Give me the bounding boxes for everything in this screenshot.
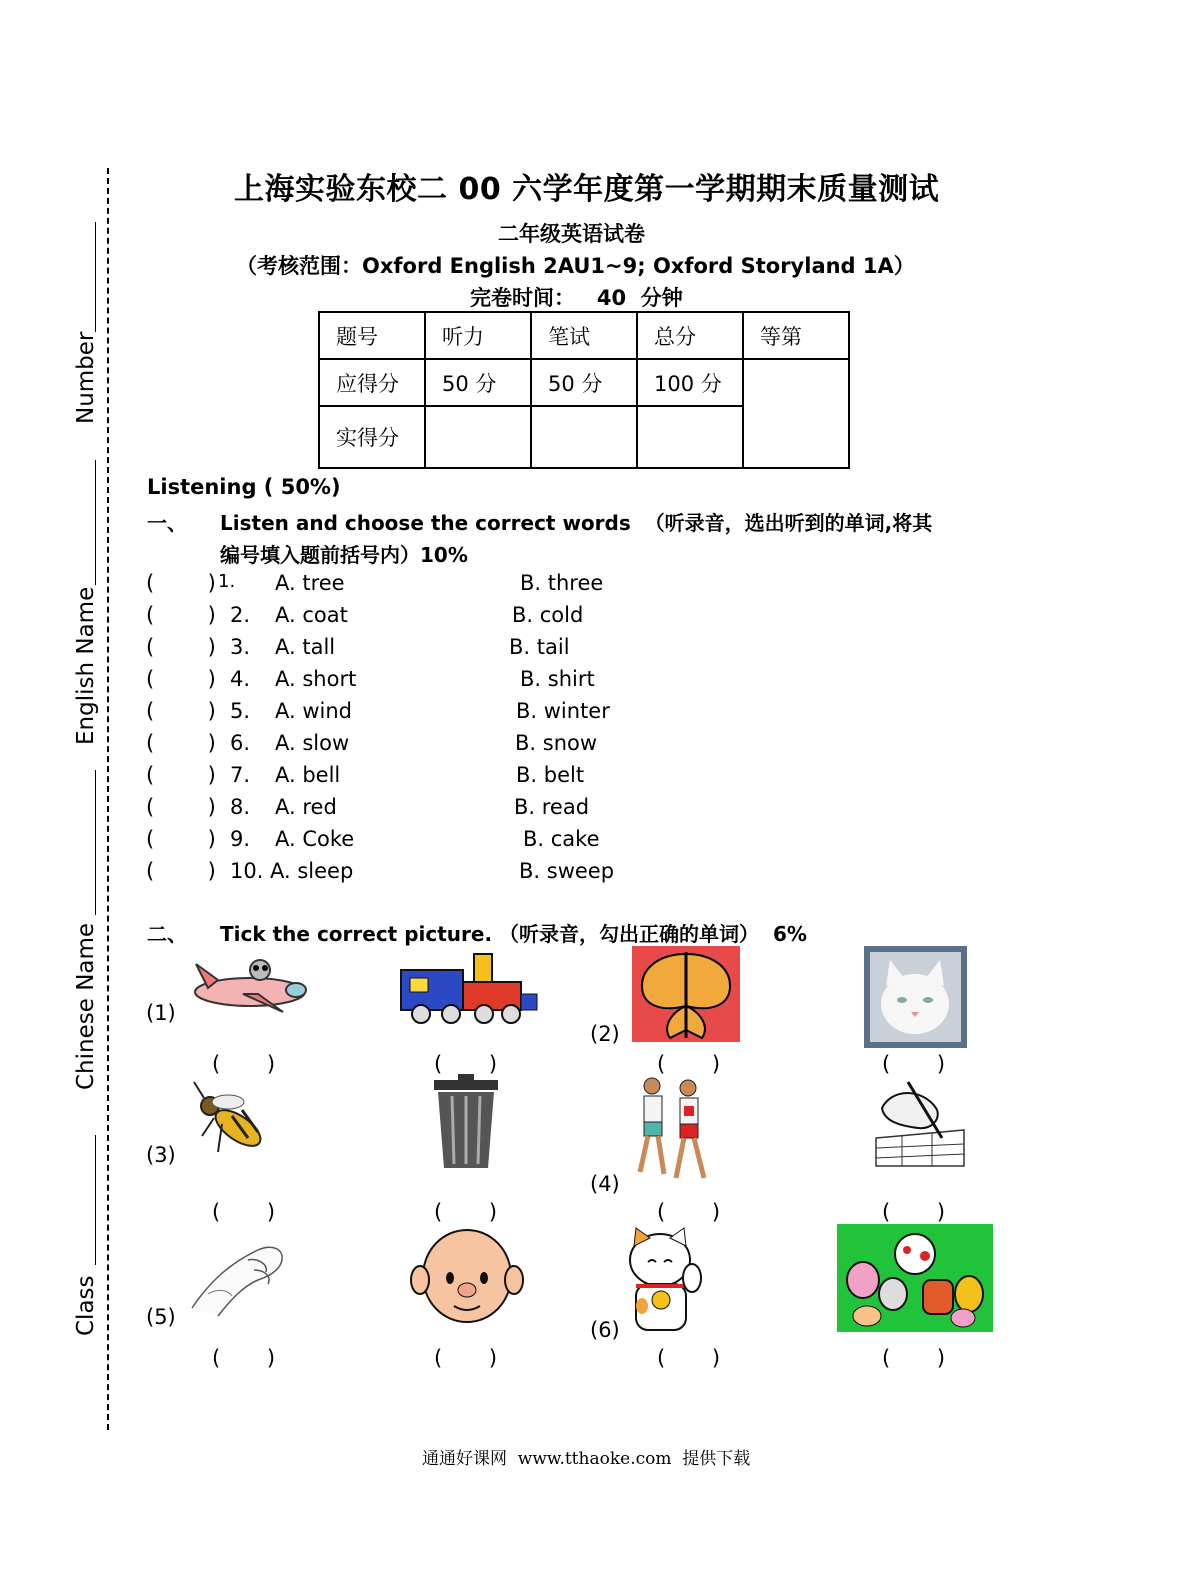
- option-b: B. read: [514, 795, 590, 819]
- number-line: [95, 222, 96, 332]
- chinese-name-label: Chinese Name: [73, 922, 99, 1090]
- answer-paren[interactable]: ( ): [146, 635, 216, 659]
- hand-writing-picture: [872, 1078, 968, 1168]
- part1-number: 一、: [147, 511, 187, 535]
- question-number: 2.: [230, 603, 251, 627]
- answer-paren[interactable]: ( ): [146, 763, 216, 787]
- option-a: A. red: [275, 795, 337, 819]
- english-name-label: English Name: [73, 586, 99, 745]
- picture-answer-paren[interactable]: ( ): [657, 1052, 721, 1076]
- plane-picture: [188, 950, 313, 1020]
- table-cell: 100 分: [637, 359, 743, 406]
- option-a: A. bell: [275, 763, 341, 787]
- class-line: [95, 1135, 96, 1265]
- chinese-name-line: [95, 770, 96, 915]
- picture-answer-paren[interactable]: ( ): [212, 1052, 276, 1076]
- answer-paren[interactable]: ( ): [146, 571, 216, 595]
- table-header: 题号: [319, 312, 425, 359]
- runners-picture: [630, 1074, 716, 1192]
- part2-number: 二、: [147, 922, 187, 946]
- picture-answer-paren[interactable]: ( ): [882, 1052, 946, 1076]
- answer-paren[interactable]: ( ): [146, 699, 216, 723]
- number-label: Number: [73, 331, 99, 424]
- grade-cell: [743, 359, 849, 468]
- table-header: 等第: [743, 312, 849, 359]
- listening-heading: Listening ( 50%): [147, 475, 341, 499]
- kite-picture: [632, 946, 740, 1042]
- question-number: 6.: [230, 731, 251, 755]
- question-number: 1.: [218, 571, 236, 592]
- row-label: 实得分: [319, 406, 425, 468]
- option-b: B. belt: [516, 763, 585, 787]
- picture-answer-paren[interactable]: ( ): [882, 1200, 946, 1224]
- question-label: (6): [590, 1318, 620, 1342]
- option-a: A. tall: [275, 635, 336, 659]
- picture-answer-paren[interactable]: ( ): [657, 1200, 721, 1224]
- option-a: A. Coke: [275, 827, 355, 851]
- table-cell: [531, 406, 637, 468]
- answer-paren[interactable]: ( ): [146, 667, 216, 691]
- option-a: A. slow: [275, 731, 350, 755]
- picture-answer-paren[interactable]: ( ): [434, 1200, 498, 1224]
- question-number: 5.: [230, 699, 251, 723]
- question-label: (5): [146, 1305, 176, 1329]
- class-label: Class: [73, 1275, 99, 1336]
- option-a: A. short: [275, 667, 357, 691]
- option-b: B. shirt: [520, 667, 595, 691]
- score-table: [318, 311, 850, 469]
- cut-line: [107, 168, 109, 1430]
- picture-answer-paren[interactable]: ( ): [434, 1346, 498, 1370]
- picture-answer-paren[interactable]: ( ): [212, 1200, 276, 1224]
- question-number: 10.: [230, 859, 264, 883]
- english-name-line: [95, 460, 96, 585]
- option-b: B. snow: [515, 731, 598, 755]
- table-header: 总分: [637, 312, 743, 359]
- option-a: A. coat: [275, 603, 348, 627]
- picture-answer-paren[interactable]: ( ): [657, 1346, 721, 1370]
- part1-instructions: Listen and choose the correct words （听录音，选出听到的单词,将其: [220, 511, 933, 535]
- option-b: B. sweep: [519, 859, 615, 883]
- option-b: B. tail: [509, 635, 570, 659]
- option-a: A. sleep: [270, 859, 354, 883]
- bin-picture: [432, 1072, 500, 1172]
- cat-picture: [864, 946, 967, 1048]
- face-picture: [410, 1222, 525, 1326]
- question-number: 8.: [230, 795, 251, 819]
- question-number: 4.: [230, 667, 251, 691]
- table-cell: 50 分: [531, 359, 637, 406]
- option-a: A. wind: [275, 699, 352, 723]
- question-number: 7.: [230, 763, 251, 787]
- row-label: 应得分: [319, 359, 425, 406]
- table-header: 听力: [425, 312, 531, 359]
- picture-answer-paren[interactable]: ( ): [434, 1052, 498, 1076]
- picture-answer-paren[interactable]: ( ): [212, 1346, 276, 1370]
- answer-paren[interactable]: ( ): [146, 827, 216, 851]
- answer-paren[interactable]: ( ): [146, 795, 216, 819]
- option-b: B. cake: [523, 827, 600, 851]
- table-cell: 50 分: [425, 359, 531, 406]
- picture-answer-paren[interactable]: ( ): [882, 1346, 946, 1370]
- question-label: (1): [146, 1001, 176, 1025]
- answer-paren[interactable]: ( ): [146, 603, 216, 627]
- exam-title: 上海实验东校二 00 六学年度第一学期期末质量测试: [234, 172, 940, 207]
- question-label: (4): [590, 1172, 620, 1196]
- table-header: 笔试: [531, 312, 637, 359]
- option-a: A. tree: [275, 571, 345, 595]
- question-number: 3.: [230, 635, 251, 659]
- exam-scope: （考核范围：Oxford English 2AU1~9; Oxford Storyland 1A）: [236, 254, 915, 278]
- question-number: 9.: [230, 827, 251, 851]
- question-label: (3): [146, 1143, 176, 1167]
- dogs-picture: [837, 1224, 993, 1332]
- question-label: (2): [590, 1022, 620, 1046]
- table-cell: [425, 406, 531, 468]
- table-cell: [637, 406, 743, 468]
- answer-paren[interactable]: ( ): [146, 859, 216, 883]
- train-picture: [396, 948, 544, 1026]
- option-b: B. cold: [512, 603, 584, 627]
- bee-picture: [188, 1076, 274, 1162]
- exam-subtitle: 二年级英语试卷: [498, 222, 645, 246]
- footer-text: 通通好课网 www.tthaoke.com 提供下载: [422, 1449, 751, 1469]
- option-b: B. three: [520, 571, 604, 595]
- part2-instructions: Tick the correct picture. （听录音，勾出正确的单词） 6%: [220, 922, 807, 946]
- lucky-cat-picture: [622, 1226, 704, 1336]
- part1-instructions-2: 编号填入题前括号内）10%: [220, 543, 468, 567]
- option-b: B. winter: [516, 699, 610, 723]
- answer-paren[interactable]: ( ): [146, 731, 216, 755]
- hand-picture: [188, 1224, 292, 1324]
- exam-duration: 完卷时间： 40 分钟: [470, 286, 683, 310]
